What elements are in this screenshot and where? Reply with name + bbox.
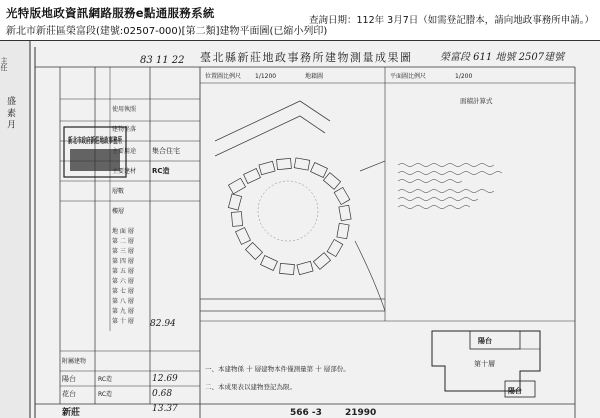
- system-title: 光特版地政資訊網路服務e點通服務系統: [6, 6, 215, 20]
- subsidiary-item-1: 花台: [62, 390, 76, 398]
- building-location: 新北市新莊區榮富段(建號:02507-000)[第二類]建物平面圖(已縮小列印): [6, 26, 328, 37]
- material-value: RC造: [152, 167, 170, 175]
- floor-row-7: 第 八 層: [112, 298, 134, 305]
- plan-scale-label: 平面圖比例尺: [390, 73, 427, 80]
- handwritten-date: 83 11 22: [140, 55, 185, 66]
- handwritten-balcony-area: 12.69: [152, 374, 178, 384]
- location-map-scale: 1/1200: [255, 73, 277, 80]
- registration-table: [60, 67, 200, 404]
- plan-balcony-label: 陽台: [478, 337, 492, 345]
- col-label-2: 主要用途: [112, 148, 137, 155]
- floor-row-3: 第 四 層: [112, 258, 134, 265]
- note-1: 一、本建物係 十 層建物本件僅測量第 十 層部份。: [205, 365, 350, 373]
- district-label: 榮富段 611 地號 2507建號: [440, 52, 565, 63]
- survey-document: [0, 41, 600, 418]
- stamp-text: 新北市政府新莊地政事務所: [68, 136, 164, 145]
- subsidiary-material-1: RC造: [98, 391, 113, 398]
- location-map-scale-label: 位置圖比例尺: [205, 73, 242, 80]
- plan-balcony-label-2: 陽台: [508, 387, 522, 395]
- left-seal-name: 盛 素 月: [5, 96, 15, 129]
- floor-row-4: 第 五 層: [112, 268, 134, 275]
- plan-scale: 1/200: [455, 73, 473, 80]
- col-label-4: 層數: [112, 188, 125, 195]
- survey-drawing: [0, 41, 600, 418]
- plan-floor-label: 第十層: [474, 360, 495, 368]
- left-seal-label: 主任: [0, 57, 8, 71]
- floor-plan: [432, 331, 540, 397]
- bottom-code: 566 -3: [290, 408, 322, 418]
- floor-row-5: 第 六 層: [112, 278, 134, 285]
- subsidiary-material-0: RC造: [98, 376, 113, 383]
- location-map: [200, 67, 575, 321]
- col-label-3: 主要建材: [112, 168, 137, 175]
- floor-row-0: 地 面 層: [112, 228, 134, 235]
- col-label-5: 樓層: [112, 208, 125, 215]
- floor-row-2: 第 三 層: [112, 248, 134, 255]
- page-header: [0, 0, 600, 40]
- note-2: 二、本成果表以建物登記為限。: [205, 383, 296, 391]
- cadastral-label: 地籍圖: [305, 73, 324, 80]
- subsidiary-header: 附屬建物: [62, 358, 87, 365]
- col-label-0: 使用執照: [112, 106, 137, 113]
- col-label-1: 建物坐落: [112, 126, 137, 133]
- area-formula-scribbles: [398, 164, 502, 209]
- handwritten-flower-area: 0.68: [152, 389, 173, 399]
- floor-row-1: 第 二 層: [112, 238, 134, 245]
- floor-row-8: 第 九 層: [112, 308, 134, 315]
- query-date: 查詢日期：112年 3月7日（如需登記謄本，請向地政事務所申請。）: [309, 15, 594, 26]
- handwritten-tenth-floor-area: 82.94: [150, 319, 176, 329]
- floor-row-6: 第 七 層: [112, 288, 134, 295]
- usage-value: 集合住宅: [152, 147, 180, 155]
- area-formula-label: 面積計算式: [460, 97, 493, 105]
- bottom-number: 21990: [345, 408, 377, 418]
- floor-row-9: 第 十 層: [112, 318, 134, 325]
- document-title: 臺北縣新莊地政事務所建物測量成果圖: [200, 51, 413, 64]
- subsidiary-item-0: 陽台: [62, 375, 76, 383]
- handwritten-subsidiary-total: 13.37: [152, 404, 178, 414]
- floor-rows: [112, 227, 134, 325]
- bottom-section: 新莊: [62, 408, 81, 418]
